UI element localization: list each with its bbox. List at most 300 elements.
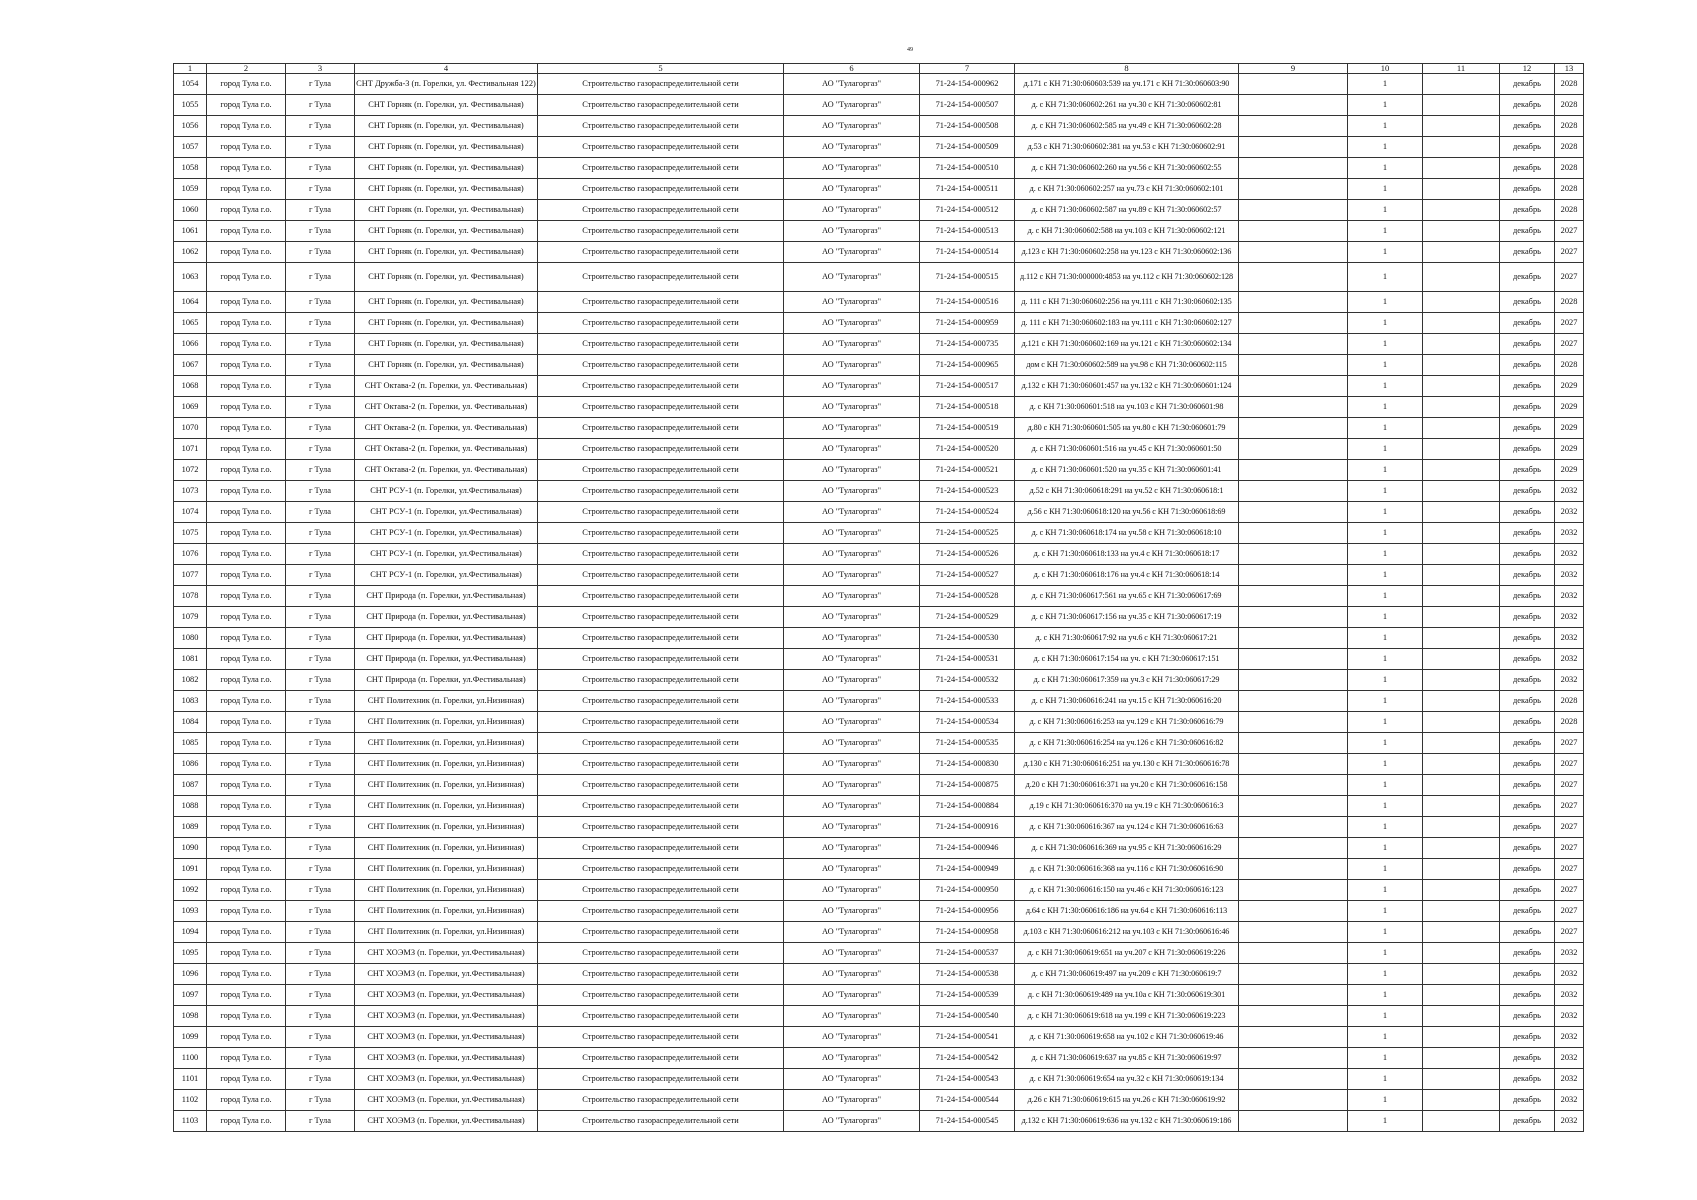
cell-quantity: 1	[1348, 221, 1423, 242]
cell-column-11	[1423, 859, 1500, 880]
cell-quantity: 1	[1348, 95, 1423, 116]
cell-row-number: 1091	[174, 859, 207, 880]
table-row	[174, 179, 1584, 200]
cell-municipality: город Тула г.о.	[207, 964, 286, 985]
cell-settlement: г Тула	[286, 1027, 355, 1048]
cell-row-number: 1071	[174, 439, 207, 460]
cell-settlement: г Тула	[286, 775, 355, 796]
cell-quantity: 1	[1348, 263, 1423, 292]
cell-object-description: д. с КН 71:30:060601:518 на уч.103 с КН 71:30:060601:98	[1015, 397, 1239, 418]
cell-quantity: 1	[1348, 397, 1423, 418]
cell-municipality: город Тула г.о.	[207, 502, 286, 523]
cell-operator: АО "Тулагоргаз"	[784, 313, 920, 334]
cell-month: декабрь	[1500, 95, 1555, 116]
cell-quantity: 1	[1348, 880, 1423, 901]
cell-year: 2027	[1555, 334, 1584, 355]
table-row	[174, 481, 1584, 502]
cell-row-number: 1061	[174, 221, 207, 242]
cell-column-11	[1423, 418, 1500, 439]
cell-operator: АО "Тулагоргаз"	[784, 158, 920, 179]
cell-request-number: 71-24-154-000516	[920, 292, 1015, 313]
table-row	[174, 502, 1584, 523]
cell-month: декабрь	[1500, 880, 1555, 901]
cell-object-description: д.132 с КН 71:30:060601:457 на уч.132 с КН 71:30:060601:124	[1015, 376, 1239, 397]
column-header-6: 6	[784, 64, 920, 74]
cell-request-number: 71-24-154-000508	[920, 116, 1015, 137]
cell-request-number: 71-24-154-000537	[920, 943, 1015, 964]
table-row	[174, 565, 1584, 586]
cell-work-type: Строительство газораспределительной сети	[538, 263, 784, 292]
cell-month: декабрь	[1500, 523, 1555, 544]
cell-request-number: 71-24-154-000528	[920, 586, 1015, 607]
cell-municipality: город Тула г.о.	[207, 397, 286, 418]
cell-request-number: 71-24-154-000521	[920, 460, 1015, 481]
cell-column-11	[1423, 712, 1500, 733]
column-header-10: 10	[1348, 64, 1423, 74]
cell-request-number: 71-24-154-000540	[920, 1006, 1015, 1027]
cell-work-type: Строительство газораспределительной сети	[538, 200, 784, 221]
cell-month: декабрь	[1500, 1111, 1555, 1132]
cell-quantity: 1	[1348, 523, 1423, 544]
cell-work-type: Строительство газораспределительной сети	[538, 95, 784, 116]
cell-operator: АО "Тулагоргаз"	[784, 1048, 920, 1069]
cell-column-9	[1239, 544, 1348, 565]
cell-object-description: д. с КН 71:30:060602:260 на уч.56 с КН 71:30:060602:55	[1015, 158, 1239, 179]
table-row	[174, 263, 1584, 292]
cell-request-number: 71-24-154-000539	[920, 985, 1015, 1006]
gasification-plan-table	[173, 63, 1584, 1132]
column-header-8: 8	[1015, 64, 1239, 74]
cell-column-9	[1239, 775, 1348, 796]
cell-request-number: 71-24-154-000735	[920, 334, 1015, 355]
cell-year: 2027	[1555, 880, 1584, 901]
cell-settlement: г Тула	[286, 985, 355, 1006]
cell-month: декабрь	[1500, 754, 1555, 775]
cell-month: декабрь	[1500, 607, 1555, 628]
cell-row-number: 1067	[174, 355, 207, 376]
cell-work-type: Строительство газораспределительной сети	[538, 481, 784, 502]
cell-column-11	[1423, 943, 1500, 964]
cell-year: 2032	[1555, 607, 1584, 628]
cell-column-9	[1239, 859, 1348, 880]
cell-request-number: 71-24-154-000509	[920, 137, 1015, 158]
cell-row-number: 1094	[174, 922, 207, 943]
cell-municipality: город Тула г.о.	[207, 544, 286, 565]
cell-municipality: город Тула г.о.	[207, 985, 286, 1006]
cell-municipality: город Тула г.о.	[207, 313, 286, 334]
cell-column-11	[1423, 158, 1500, 179]
cell-month: декабрь	[1500, 376, 1555, 397]
cell-municipality: город Тула г.о.	[207, 334, 286, 355]
table-row	[174, 221, 1584, 242]
cell-request-number: 71-24-154-000958	[920, 922, 1015, 943]
cell-column-9	[1239, 649, 1348, 670]
cell-operator: АО "Тулагоргаз"	[784, 1090, 920, 1111]
cell-work-type: Строительство газораспределительной сети	[538, 242, 784, 263]
cell-snt-location: СНТ Горняк (п. Горелки, ул. Фестивальная)	[355, 95, 538, 116]
cell-column-9	[1239, 1027, 1348, 1048]
cell-object-description: д.171 с КН 71:30:060603:539 на уч.171 с КН 71:30:060603:90	[1015, 74, 1239, 95]
cell-year: 2032	[1555, 544, 1584, 565]
cell-row-number: 1079	[174, 607, 207, 628]
cell-operator: АО "Тулагоргаз"	[784, 943, 920, 964]
cell-quantity: 1	[1348, 796, 1423, 817]
table-row	[174, 649, 1584, 670]
cell-month: декабрь	[1500, 242, 1555, 263]
cell-snt-location: СНТ ХОЭМЗ (п. Горелки, ул.Фестивальная)	[355, 964, 538, 985]
cell-year: 2032	[1555, 1027, 1584, 1048]
table-row	[174, 775, 1584, 796]
cell-settlement: г Тула	[286, 334, 355, 355]
cell-year: 2032	[1555, 1090, 1584, 1111]
cell-municipality: город Тула г.о.	[207, 1069, 286, 1090]
cell-settlement: г Тула	[286, 221, 355, 242]
cell-quantity: 1	[1348, 1048, 1423, 1069]
cell-operator: АО "Тулагоргаз"	[784, 901, 920, 922]
cell-column-9	[1239, 1090, 1348, 1111]
cell-object-description: д. с КН 71:30:060619:489 на уч.10а с КН 71:30:060619:301	[1015, 985, 1239, 1006]
cell-column-9	[1239, 691, 1348, 712]
cell-operator: АО "Тулагоргаз"	[784, 292, 920, 313]
cell-column-11	[1423, 376, 1500, 397]
cell-row-number: 1086	[174, 754, 207, 775]
cell-year: 2032	[1555, 523, 1584, 544]
cell-request-number: 71-24-154-000523	[920, 481, 1015, 502]
cell-year: 2028	[1555, 691, 1584, 712]
cell-request-number: 71-24-154-000513	[920, 221, 1015, 242]
cell-column-11	[1423, 313, 1500, 334]
cell-column-9	[1239, 1006, 1348, 1027]
cell-municipality: город Тула г.о.	[207, 74, 286, 95]
cell-work-type: Строительство газораспределительной сети	[538, 292, 784, 313]
cell-request-number: 71-24-154-000535	[920, 733, 1015, 754]
cell-row-number: 1057	[174, 137, 207, 158]
cell-object-description: д. с КН 71:30:060616:367 на уч.124 с КН 71:30:060616:63	[1015, 817, 1239, 838]
cell-quantity: 1	[1348, 544, 1423, 565]
cell-month: декабрь	[1500, 116, 1555, 137]
cell-column-9	[1239, 796, 1348, 817]
cell-column-9	[1239, 397, 1348, 418]
cell-month: декабрь	[1500, 712, 1555, 733]
cell-settlement: г Тула	[286, 263, 355, 292]
cell-quantity: 1	[1348, 137, 1423, 158]
cell-quantity: 1	[1348, 1069, 1423, 1090]
cell-month: декабрь	[1500, 263, 1555, 292]
cell-month: декабрь	[1500, 901, 1555, 922]
cell-snt-location: СНТ Горняк (п. Горелки, ул. Фестивальная)	[355, 334, 538, 355]
cell-request-number: 71-24-154-000524	[920, 502, 1015, 523]
cell-column-9	[1239, 74, 1348, 95]
table-row	[174, 817, 1584, 838]
cell-column-9	[1239, 628, 1348, 649]
cell-year: 2032	[1555, 628, 1584, 649]
cell-column-11	[1423, 263, 1500, 292]
cell-row-number: 1081	[174, 649, 207, 670]
cell-work-type: Строительство газораспределительной сети	[538, 460, 784, 481]
cell-request-number: 71-24-154-000950	[920, 880, 1015, 901]
cell-column-9	[1239, 292, 1348, 313]
cell-work-type: Строительство газораспределительной сети	[538, 817, 784, 838]
cell-month: декабрь	[1500, 922, 1555, 943]
cell-snt-location: СНТ Октава-2 (п. Горелки, ул. Фестивальная)	[355, 460, 538, 481]
cell-snt-location: СНТ Природа (п. Горелки, ул.Фестивальная)	[355, 670, 538, 691]
cell-quantity: 1	[1348, 649, 1423, 670]
cell-municipality: город Тула г.о.	[207, 691, 286, 712]
cell-operator: АО "Тулагоргаз"	[784, 607, 920, 628]
cell-year: 2028	[1555, 74, 1584, 95]
cell-operator: АО "Тулагоргаз"	[784, 544, 920, 565]
cell-request-number: 71-24-154-000875	[920, 775, 1015, 796]
cell-snt-location: СНТ Горняк (п. Горелки, ул. Фестивальная)	[355, 221, 538, 242]
cell-quantity: 1	[1348, 200, 1423, 221]
cell-year: 2028	[1555, 137, 1584, 158]
table-row	[174, 1111, 1584, 1132]
cell-object-description: д. с КН 71:30:060619:497 на уч.209 с КН 71:30:060619:7	[1015, 964, 1239, 985]
cell-column-11	[1423, 670, 1500, 691]
cell-row-number: 1070	[174, 418, 207, 439]
cell-row-number: 1073	[174, 481, 207, 502]
cell-operator: АО "Тулагоргаз"	[784, 964, 920, 985]
cell-object-description: д. 111 с КН 71:30:060602:256 на уч.111 с КН 71:30:060602:135	[1015, 292, 1239, 313]
cell-quantity: 1	[1348, 116, 1423, 137]
cell-snt-location: СНТ РСУ-1 (п. Горелки, ул.Фестивальная)	[355, 523, 538, 544]
cell-operator: АО "Тулагоргаз"	[784, 838, 920, 859]
cell-snt-location: СНТ ХОЭМЗ (п. Горелки, ул.Фестивальная)	[355, 1006, 538, 1027]
cell-row-number: 1074	[174, 502, 207, 523]
cell-request-number: 71-24-154-000916	[920, 817, 1015, 838]
cell-row-number: 1085	[174, 733, 207, 754]
cell-municipality: город Тула г.о.	[207, 179, 286, 200]
cell-snt-location: СНТ Политехник (п. Горелки, ул.Низинная)	[355, 838, 538, 859]
cell-column-11	[1423, 1090, 1500, 1111]
cell-object-description: д. с КН 71:30:060619:651 на уч.207 с КН 71:30:060619:226	[1015, 943, 1239, 964]
cell-object-description: д.103 с КН 71:30:060616:212 на уч.103 с КН 71:30:060616:46	[1015, 922, 1239, 943]
cell-row-number: 1064	[174, 292, 207, 313]
cell-object-description: д.64 с КН 71:30:060616:186 на уч.64 с КН 71:30:060616:113	[1015, 901, 1239, 922]
cell-column-11	[1423, 880, 1500, 901]
cell-request-number: 71-24-154-000520	[920, 439, 1015, 460]
cell-column-9	[1239, 943, 1348, 964]
cell-column-11	[1423, 607, 1500, 628]
cell-month: декабрь	[1500, 1048, 1555, 1069]
cell-quantity: 1	[1348, 691, 1423, 712]
cell-request-number: 71-24-154-000515	[920, 263, 1015, 292]
cell-row-number: 1069	[174, 397, 207, 418]
cell-snt-location: СНТ Горняк (п. Горелки, ул. Фестивальная)	[355, 313, 538, 334]
table-row	[174, 1048, 1584, 1069]
cell-month: декабрь	[1500, 817, 1555, 838]
cell-column-9	[1239, 964, 1348, 985]
cell-municipality: город Тула г.о.	[207, 221, 286, 242]
cell-quantity: 1	[1348, 565, 1423, 586]
cell-column-9	[1239, 502, 1348, 523]
cell-operator: АО "Тулагоргаз"	[784, 74, 920, 95]
cell-month: декабрь	[1500, 397, 1555, 418]
cell-operator: АО "Тулагоргаз"	[784, 1111, 920, 1132]
cell-operator: АО "Тулагоргаз"	[784, 880, 920, 901]
cell-year: 2027	[1555, 263, 1584, 292]
table-row	[174, 733, 1584, 754]
cell-column-11	[1423, 397, 1500, 418]
cell-year: 2032	[1555, 670, 1584, 691]
cell-request-number: 71-24-154-000519	[920, 418, 1015, 439]
cell-column-11	[1423, 74, 1500, 95]
cell-work-type: Строительство газораспределительной сети	[538, 544, 784, 565]
cell-municipality: город Тула г.о.	[207, 137, 286, 158]
cell-row-number: 1093	[174, 901, 207, 922]
cell-month: декабрь	[1500, 481, 1555, 502]
cell-municipality: город Тула г.о.	[207, 116, 286, 137]
cell-column-11	[1423, 817, 1500, 838]
cell-row-number: 1056	[174, 116, 207, 137]
cell-column-11	[1423, 1027, 1500, 1048]
table-row	[174, 943, 1584, 964]
table-row	[174, 376, 1584, 397]
cell-snt-location: СНТ ХОЭМЗ (п. Горелки, ул.Фестивальная)	[355, 943, 538, 964]
cell-snt-location: СНТ Горняк (п. Горелки, ул. Фестивальная)	[355, 179, 538, 200]
cell-row-number: 1082	[174, 670, 207, 691]
cell-settlement: г Тула	[286, 607, 355, 628]
cell-operator: АО "Тулагоргаз"	[784, 200, 920, 221]
cell-settlement: г Тула	[286, 116, 355, 137]
cell-quantity: 1	[1348, 418, 1423, 439]
cell-operator: АО "Тулагоргаз"	[784, 481, 920, 502]
cell-object-description: д. с КН 71:30:060619:658 на уч.102 с КН 71:30:060619:46	[1015, 1027, 1239, 1048]
cell-column-11	[1423, 439, 1500, 460]
cell-snt-location: СНТ РСУ-1 (п. Горелки, ул.Фестивальная)	[355, 544, 538, 565]
cell-column-9	[1239, 481, 1348, 502]
cell-work-type: Строительство газораспределительной сети	[538, 502, 784, 523]
cell-quantity: 1	[1348, 712, 1423, 733]
cell-municipality: город Тула г.о.	[207, 1048, 286, 1069]
cell-quantity: 1	[1348, 607, 1423, 628]
cell-operator: АО "Тулагоргаз"	[784, 628, 920, 649]
table-row	[174, 158, 1584, 179]
cell-column-11	[1423, 137, 1500, 158]
cell-month: декабрь	[1500, 565, 1555, 586]
cell-settlement: г Тула	[286, 1048, 355, 1069]
cell-column-9	[1239, 1111, 1348, 1132]
cell-quantity: 1	[1348, 964, 1423, 985]
cell-row-number: 1059	[174, 179, 207, 200]
cell-work-type: Строительство газораспределительной сети	[538, 1069, 784, 1090]
cell-municipality: город Тула г.о.	[207, 263, 286, 292]
cell-row-number: 1078	[174, 586, 207, 607]
cell-quantity: 1	[1348, 838, 1423, 859]
cell-row-number: 1068	[174, 376, 207, 397]
table-row	[174, 439, 1584, 460]
cell-month: декабрь	[1500, 985, 1555, 1006]
cell-object-description: д. с КН 71:30:060602:257 на уч.73 с КН 71:30:060602:101	[1015, 179, 1239, 200]
cell-operator: АО "Тулагоргаз"	[784, 116, 920, 137]
cell-month: декабрь	[1500, 158, 1555, 179]
cell-municipality: город Тула г.о.	[207, 754, 286, 775]
cell-settlement: г Тула	[286, 565, 355, 586]
cell-snt-location: СНТ Политехник (п. Горелки, ул.Низинная)	[355, 796, 538, 817]
cell-column-9	[1239, 263, 1348, 292]
cell-snt-location: СНТ Политехник (п. Горелки, ул.Низинная)	[355, 712, 538, 733]
cell-snt-location: СНТ ХОЭМЗ (п. Горелки, ул.Фестивальная)	[355, 1111, 538, 1132]
cell-quantity: 1	[1348, 158, 1423, 179]
cell-object-description: д. с КН 71:30:060616:254 на уч.126 с КН 71:30:060616:82	[1015, 733, 1239, 754]
cell-work-type: Строительство газораспределительной сети	[538, 355, 784, 376]
cell-year: 2027	[1555, 901, 1584, 922]
cell-quantity: 1	[1348, 355, 1423, 376]
cell-settlement: г Тула	[286, 1006, 355, 1027]
cell-row-number: 1101	[174, 1069, 207, 1090]
cell-row-number: 1087	[174, 775, 207, 796]
cell-municipality: город Тула г.о.	[207, 628, 286, 649]
cell-municipality: город Тула г.о.	[207, 838, 286, 859]
cell-column-11	[1423, 95, 1500, 116]
cell-column-9	[1239, 586, 1348, 607]
cell-request-number: 71-24-154-000533	[920, 691, 1015, 712]
cell-column-9	[1239, 1048, 1348, 1069]
cell-settlement: г Тула	[286, 397, 355, 418]
cell-object-description: д. с КН 71:30:060602:585 на уч.49 с КН 71:30:060602:28	[1015, 116, 1239, 137]
cell-snt-location: СНТ Горняк (п. Горелки, ул. Фестивальная)	[355, 116, 538, 137]
cell-month: декабрь	[1500, 355, 1555, 376]
cell-snt-location: СНТ РСУ-1 (п. Горелки, ул.Фестивальная)	[355, 565, 538, 586]
table-row	[174, 544, 1584, 565]
cell-municipality: город Тула г.о.	[207, 355, 286, 376]
cell-column-11	[1423, 733, 1500, 754]
cell-quantity: 1	[1348, 334, 1423, 355]
cell-column-11	[1423, 523, 1500, 544]
cell-request-number: 71-24-154-000511	[920, 179, 1015, 200]
cell-year: 2028	[1555, 158, 1584, 179]
cell-object-description: д. с КН 71:30:060619:637 на уч.85 с КН 71:30:060619:97	[1015, 1048, 1239, 1069]
cell-column-9	[1239, 460, 1348, 481]
cell-row-number: 1089	[174, 817, 207, 838]
cell-municipality: город Тула г.о.	[207, 439, 286, 460]
table-row	[174, 901, 1584, 922]
cell-municipality: город Тула г.о.	[207, 943, 286, 964]
table-row	[174, 964, 1584, 985]
cell-month: декабрь	[1500, 179, 1555, 200]
cell-column-9	[1239, 355, 1348, 376]
cell-month: декабрь	[1500, 439, 1555, 460]
cell-object-description: д. с КН 71:30:060602:261 на уч.30 с КН 71:30:060602:81	[1015, 95, 1239, 116]
column-header-3: 3	[286, 64, 355, 74]
cell-month: декабрь	[1500, 586, 1555, 607]
cell-snt-location: СНТ Октава-2 (п. Горелки, ул. Фестивальная)	[355, 439, 538, 460]
cell-work-type: Строительство газораспределительной сети	[538, 985, 784, 1006]
cell-object-description: д.130 с КН 71:30:060616:251 на уч.130 с КН 71:30:060616:78	[1015, 754, 1239, 775]
cell-column-9	[1239, 221, 1348, 242]
cell-request-number: 71-24-154-000531	[920, 649, 1015, 670]
cell-object-description: д.26 с КН 71:30:060619:615 на уч.26 с КН 71:30:060619:92	[1015, 1090, 1239, 1111]
cell-row-number: 1055	[174, 95, 207, 116]
cell-operator: АО "Тулагоргаз"	[784, 922, 920, 943]
cell-snt-location: СНТ Октава-2 (п. Горелки, ул. Фестивальная)	[355, 418, 538, 439]
cell-row-number: 1058	[174, 158, 207, 179]
cell-snt-location: СНТ Горняк (п. Горелки, ул. Фестивальная)	[355, 158, 538, 179]
cell-column-9	[1239, 670, 1348, 691]
table-row	[174, 922, 1584, 943]
cell-work-type: Строительство газораспределительной сети	[538, 754, 784, 775]
cell-object-description: д. с КН 71:30:060601:516 на уч.45 с КН 71:30:060601:50	[1015, 439, 1239, 460]
cell-year: 2028	[1555, 712, 1584, 733]
cell-object-description: д.52 с КН 71:30:060618:291 на уч.52 с КН 71:30:060618:1	[1015, 481, 1239, 502]
cell-row-number: 1103	[174, 1111, 207, 1132]
cell-month: декабрь	[1500, 649, 1555, 670]
cell-column-9	[1239, 137, 1348, 158]
header-row	[174, 64, 1584, 74]
cell-snt-location: СНТ Природа (п. Горелки, ул.Фестивальная)	[355, 649, 538, 670]
table-row	[174, 796, 1584, 817]
cell-snt-location: СНТ Горняк (п. Горелки, ул. Фестивальная)	[355, 137, 538, 158]
